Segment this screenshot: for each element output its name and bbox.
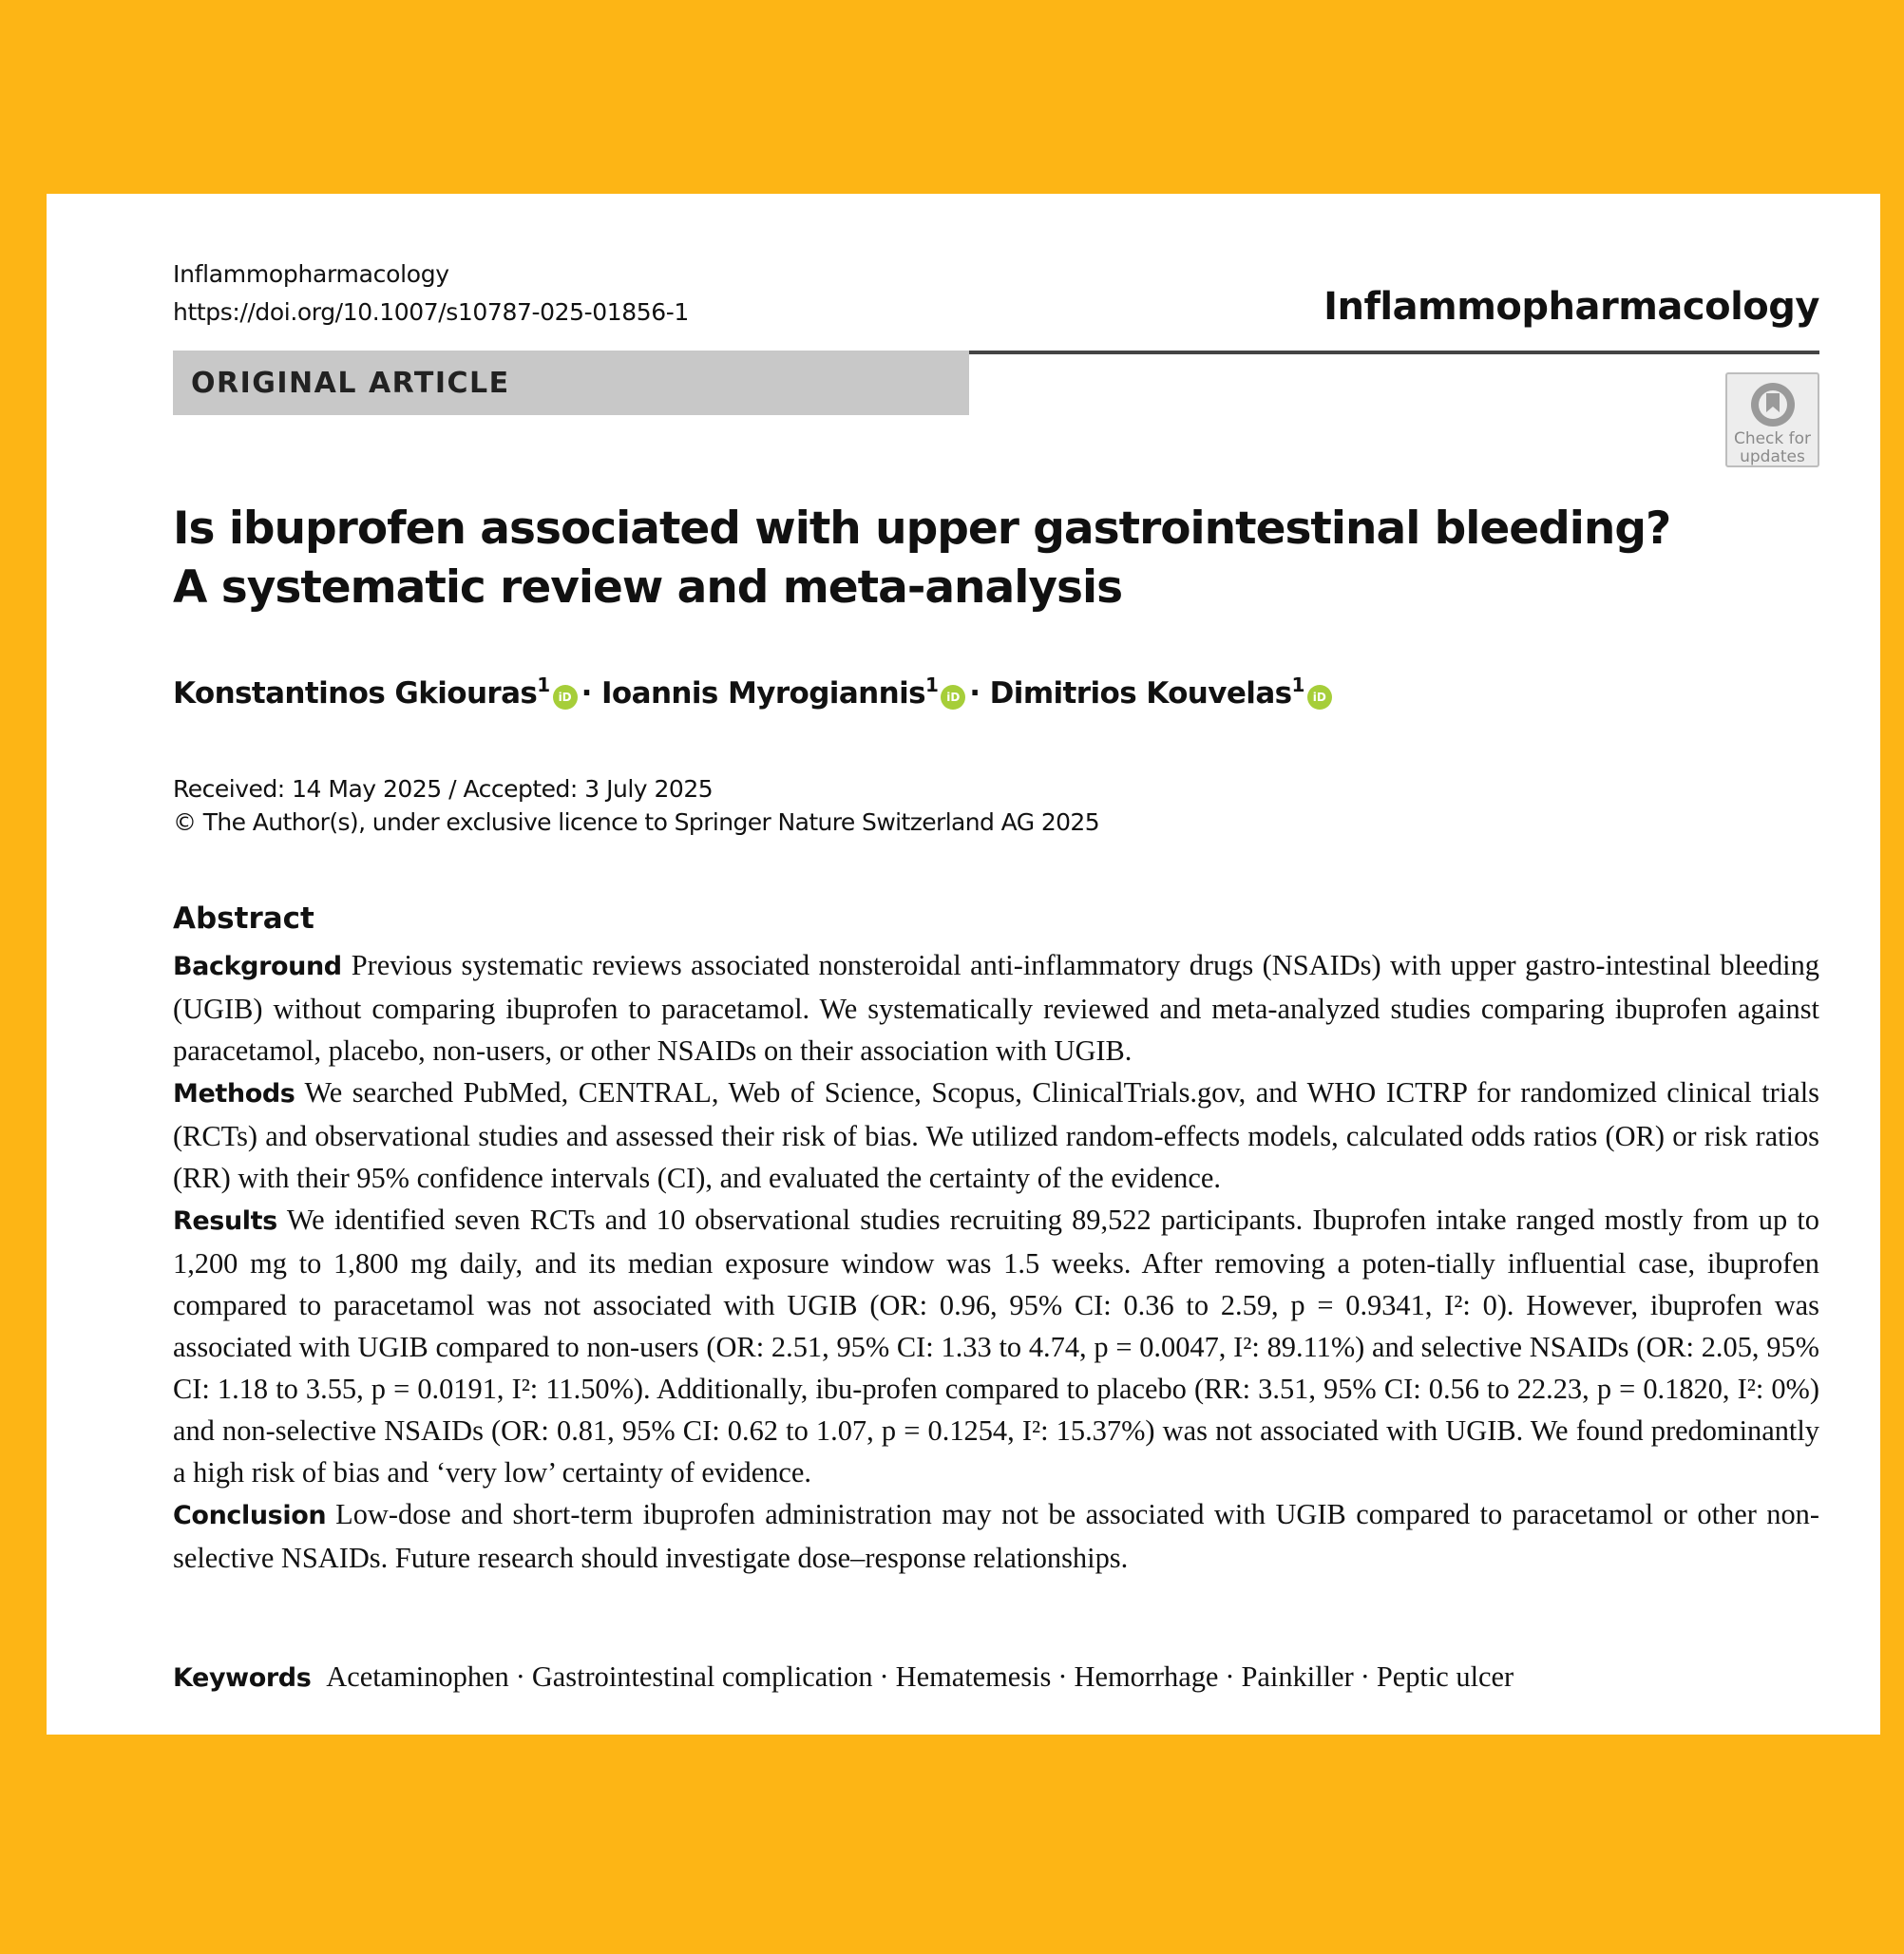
keyword[interactable]: Acetaminophen: [326, 1660, 509, 1693]
check-updates-icon: [1747, 380, 1799, 429]
results-text: We identified seven RCTs and 10 observational studies recruiting 89,522 participants. Ibuprofen intake ranged mostly from up to 1,200 mg to 1,800 mg daily, and its median exposure window was 1.5 weeks. After removing a poten-tially influential case, ibuprofen compared to paracetamol was not associated with UGIB (OR: 0.96, 95% CI: 0.36 to 2.59, p = 0.9341, I²: 0). However, ibuprofen was associated with UGIB compared to non-users (OR: 2.51, 95% CI: 1.33 to 4.74, p = 0.0047, I²: 89.11%) and selective NSAIDs (OR: 2.05, 95% CI: 1.18 to 3.55, p = 0.0191, I²: 11.50%). Additionally, ibu-profen compared to placebo (RR: 3.51, 95% CI: 0.56 to 22.23, p = 0.1820, I²: 0%) and non-selective NSAIDs (OR: 0.81, 95% CI: 0.62 to 1.07, p = 0.1254, I²: 15.37%) was not associated with UGIB. We found predominantly a high risk of bias and ‘very low’ certainty of evidence.: [173, 1204, 1819, 1489]
author-separator: ·: [581, 676, 592, 711]
article-title: [173, 500, 1693, 617]
keyword[interactable]: Painkiller: [1241, 1660, 1354, 1693]
abstract-methods: [173, 1072, 1819, 1199]
orcid-icon[interactable]: iD: [553, 685, 578, 710]
keywords-label: Keywords: [173, 1663, 312, 1693]
article-type-label: ORIGINAL ARTICLE: [173, 351, 969, 415]
author-affiliation: 1: [924, 673, 939, 696]
author-affiliation: 1: [537, 673, 550, 696]
article-page: [47, 194, 1880, 1735]
keywords-section: [173, 1656, 1819, 1699]
methods-text: We searched PubMed, CENTRAL, Web of Science, Scopus, ClinicalTrials.gov, and WHO ICTRP for randomized clinical trials (RCTs) and observational studies and assessed their risk of bias. We utilized random-effects models, calculated odds ratios (OR) or risk ratios (RR) with their 95% confidence intervals (CI), and evaluated the certainty of the evidence.: [173, 1076, 1819, 1194]
abstract-heading: Abstract: [173, 901, 314, 936]
author-separator: ·: [969, 676, 981, 711]
keyword-separator: ·: [515, 1660, 525, 1693]
author-name[interactable]: Ioannis Myrogiannis: [601, 676, 925, 711]
orcid-icon[interactable]: iD: [941, 685, 965, 710]
received-accepted-dates: Received: 14 May 2025 / Accepted: 3 July 2025: [173, 775, 714, 803]
conclusion-text: Low-dose and short-term ibuprofen administration may not be associated with UGIB compared to paracetamol or other non-selective NSAIDs. Future research should investigate dose–response relationships.: [173, 1498, 1819, 1574]
abstract-body: [173, 944, 1819, 1579]
journal-name-small: Inflammopharmacology: [173, 260, 449, 288]
article-content: [173, 194, 1819, 1735]
article-title-line-1: Is ibuprofen associated with upper gastrointestinal bleeding?: [173, 503, 1671, 555]
doi-link[interactable]: https://doi.org/10.1007/s10787-025-01856-1: [173, 298, 689, 326]
check-updates-label-1: Check for: [1733, 429, 1812, 448]
author-name[interactable]: Dimitrios Kouvelas: [989, 676, 1292, 711]
keyword-separator: ·: [1225, 1660, 1235, 1693]
orcid-icon[interactable]: iD: [1307, 685, 1332, 710]
author-list: [173, 673, 1336, 711]
check-updates-label-2: updates: [1740, 447, 1805, 466]
article-title-line-2: A systematic review and meta-analysis: [173, 561, 1123, 614]
journal-name-large: Inflammopharmacology: [1323, 285, 1819, 329]
conclusion-label: Conclusion: [173, 1501, 327, 1530]
keyword-separator: ·: [879, 1660, 889, 1693]
keyword[interactable]: Gastrointestinal complication: [531, 1660, 873, 1693]
background-label: Background: [173, 952, 342, 981]
author-affiliation: 1: [1291, 673, 1304, 696]
author-name[interactable]: Konstantinos Gkiouras: [173, 676, 538, 711]
keyword-separator: ·: [1057, 1660, 1068, 1693]
keyword-separator: ·: [1360, 1660, 1370, 1693]
keyword[interactable]: Peptic ulcer: [1376, 1660, 1514, 1693]
keyword[interactable]: Hemorrhage: [1074, 1660, 1219, 1693]
abstract-background: [173, 944, 1819, 1072]
abstract-conclusion: [173, 1493, 1819, 1579]
abstract-results: [173, 1199, 1819, 1493]
keyword[interactable]: Hematemesis: [895, 1660, 1052, 1693]
methods-label: Methods: [173, 1079, 295, 1109]
background-text: Previous systematic reviews associated nonsteroidal anti-inflammatory drugs (NSAIDs) with upper gastro-intestinal bleeding (UGIB) without comparing ibuprofen to paracetamol. We systematically reviewed and meta-analyzed studies comparing ibuprofen against paracetamol, placebo, non-users, or other NSAIDs on their association with UGIB.: [173, 949, 1819, 1067]
copyright-notice: © The Author(s), under exclusive licence to Springer Nature Switzerland AG 2025: [173, 808, 1100, 836]
results-label: Results: [173, 1206, 277, 1236]
check-for-updates-button[interactable]: [1725, 372, 1819, 467]
